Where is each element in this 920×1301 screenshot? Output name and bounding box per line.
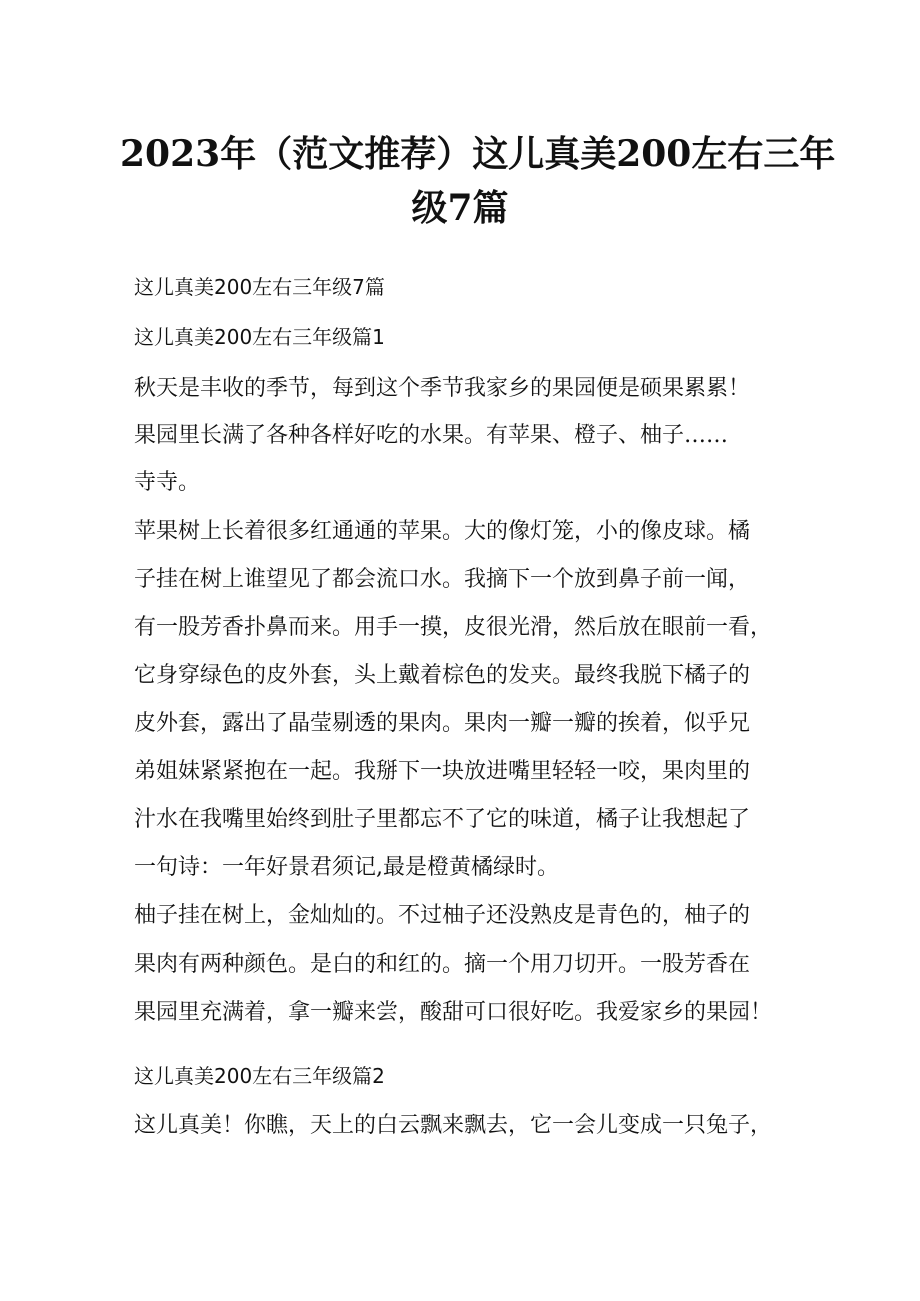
paragraph-line: 皮外套，露出了晶莹剔透的果肉。果肉一瓣一瓣的挨着，似乎兄: [134, 711, 751, 736]
paragraph-line: 寺寺。: [134, 470, 201, 495]
paragraph-line: 一句诗：一年好景君须记,最是橙黄橘绿时。: [134, 855, 559, 880]
paragraph-line: 秋天是丰收的季节，每到这个季节我家乡的果园便是硕果累累！: [134, 376, 751, 401]
document-title-line-1: 2023年（范文推荐）这儿真美200左右三年: [120, 133, 836, 175]
document-title-line-2: 级7篇: [411, 187, 509, 229]
paragraph-line: 果园里长满了各种各样好吃的水果。有苹果、橙子、柚子……: [134, 423, 729, 448]
paragraph-line: 果肉有两种颜色。是白的和红的。摘一个用刀切开。一股芳香在: [134, 952, 751, 977]
section-2-heading: 这儿真美200左右三年级篇2: [134, 1064, 385, 1088]
paragraph-line: 苹果树上长着很多红通通的苹果。大的像灯笼，小的像皮球。橘: [134, 519, 751, 544]
paragraph-line: 有一股芳香扑鼻而来。用手一摸，皮很光滑，然后放在眼前一看，: [134, 615, 773, 640]
section-1-heading: 这儿真美200左右三年级篇1: [134, 325, 385, 349]
paragraph-line: 果园里充满着，拿一瓣来尝，酸甜可口很好吃。我爱家乡的果园！: [134, 1000, 773, 1025]
paragraph-line: 它身穿绿色的皮外套，头上戴着棕色的发夹。最终我脱下橘子的: [134, 663, 751, 688]
paragraph-line: 弟姐妹紧紧抱在一起。我掰下一块放进嘴里轻轻一咬，果肉里的: [134, 759, 751, 784]
paragraph-line: 这儿真美！你瞧，天上的白云飘来飘去，它一会儿变成一只兔子，: [134, 1113, 773, 1138]
paragraph-line: 汁水在我嘴里始终到肚子里都忘不了它的味道，橘子让我想起了: [134, 807, 751, 832]
paragraph-line: 柚子挂在树上，金灿灿的。不过柚子还没熟皮是青色的，柚子的: [134, 903, 751, 928]
paragraph-line: 子挂在树上谁望见了都会流口水。我摘下一个放到鼻子前一闻，: [134, 567, 751, 592]
document-subtitle: 这儿真美200左右三年级7篇: [134, 275, 385, 299]
